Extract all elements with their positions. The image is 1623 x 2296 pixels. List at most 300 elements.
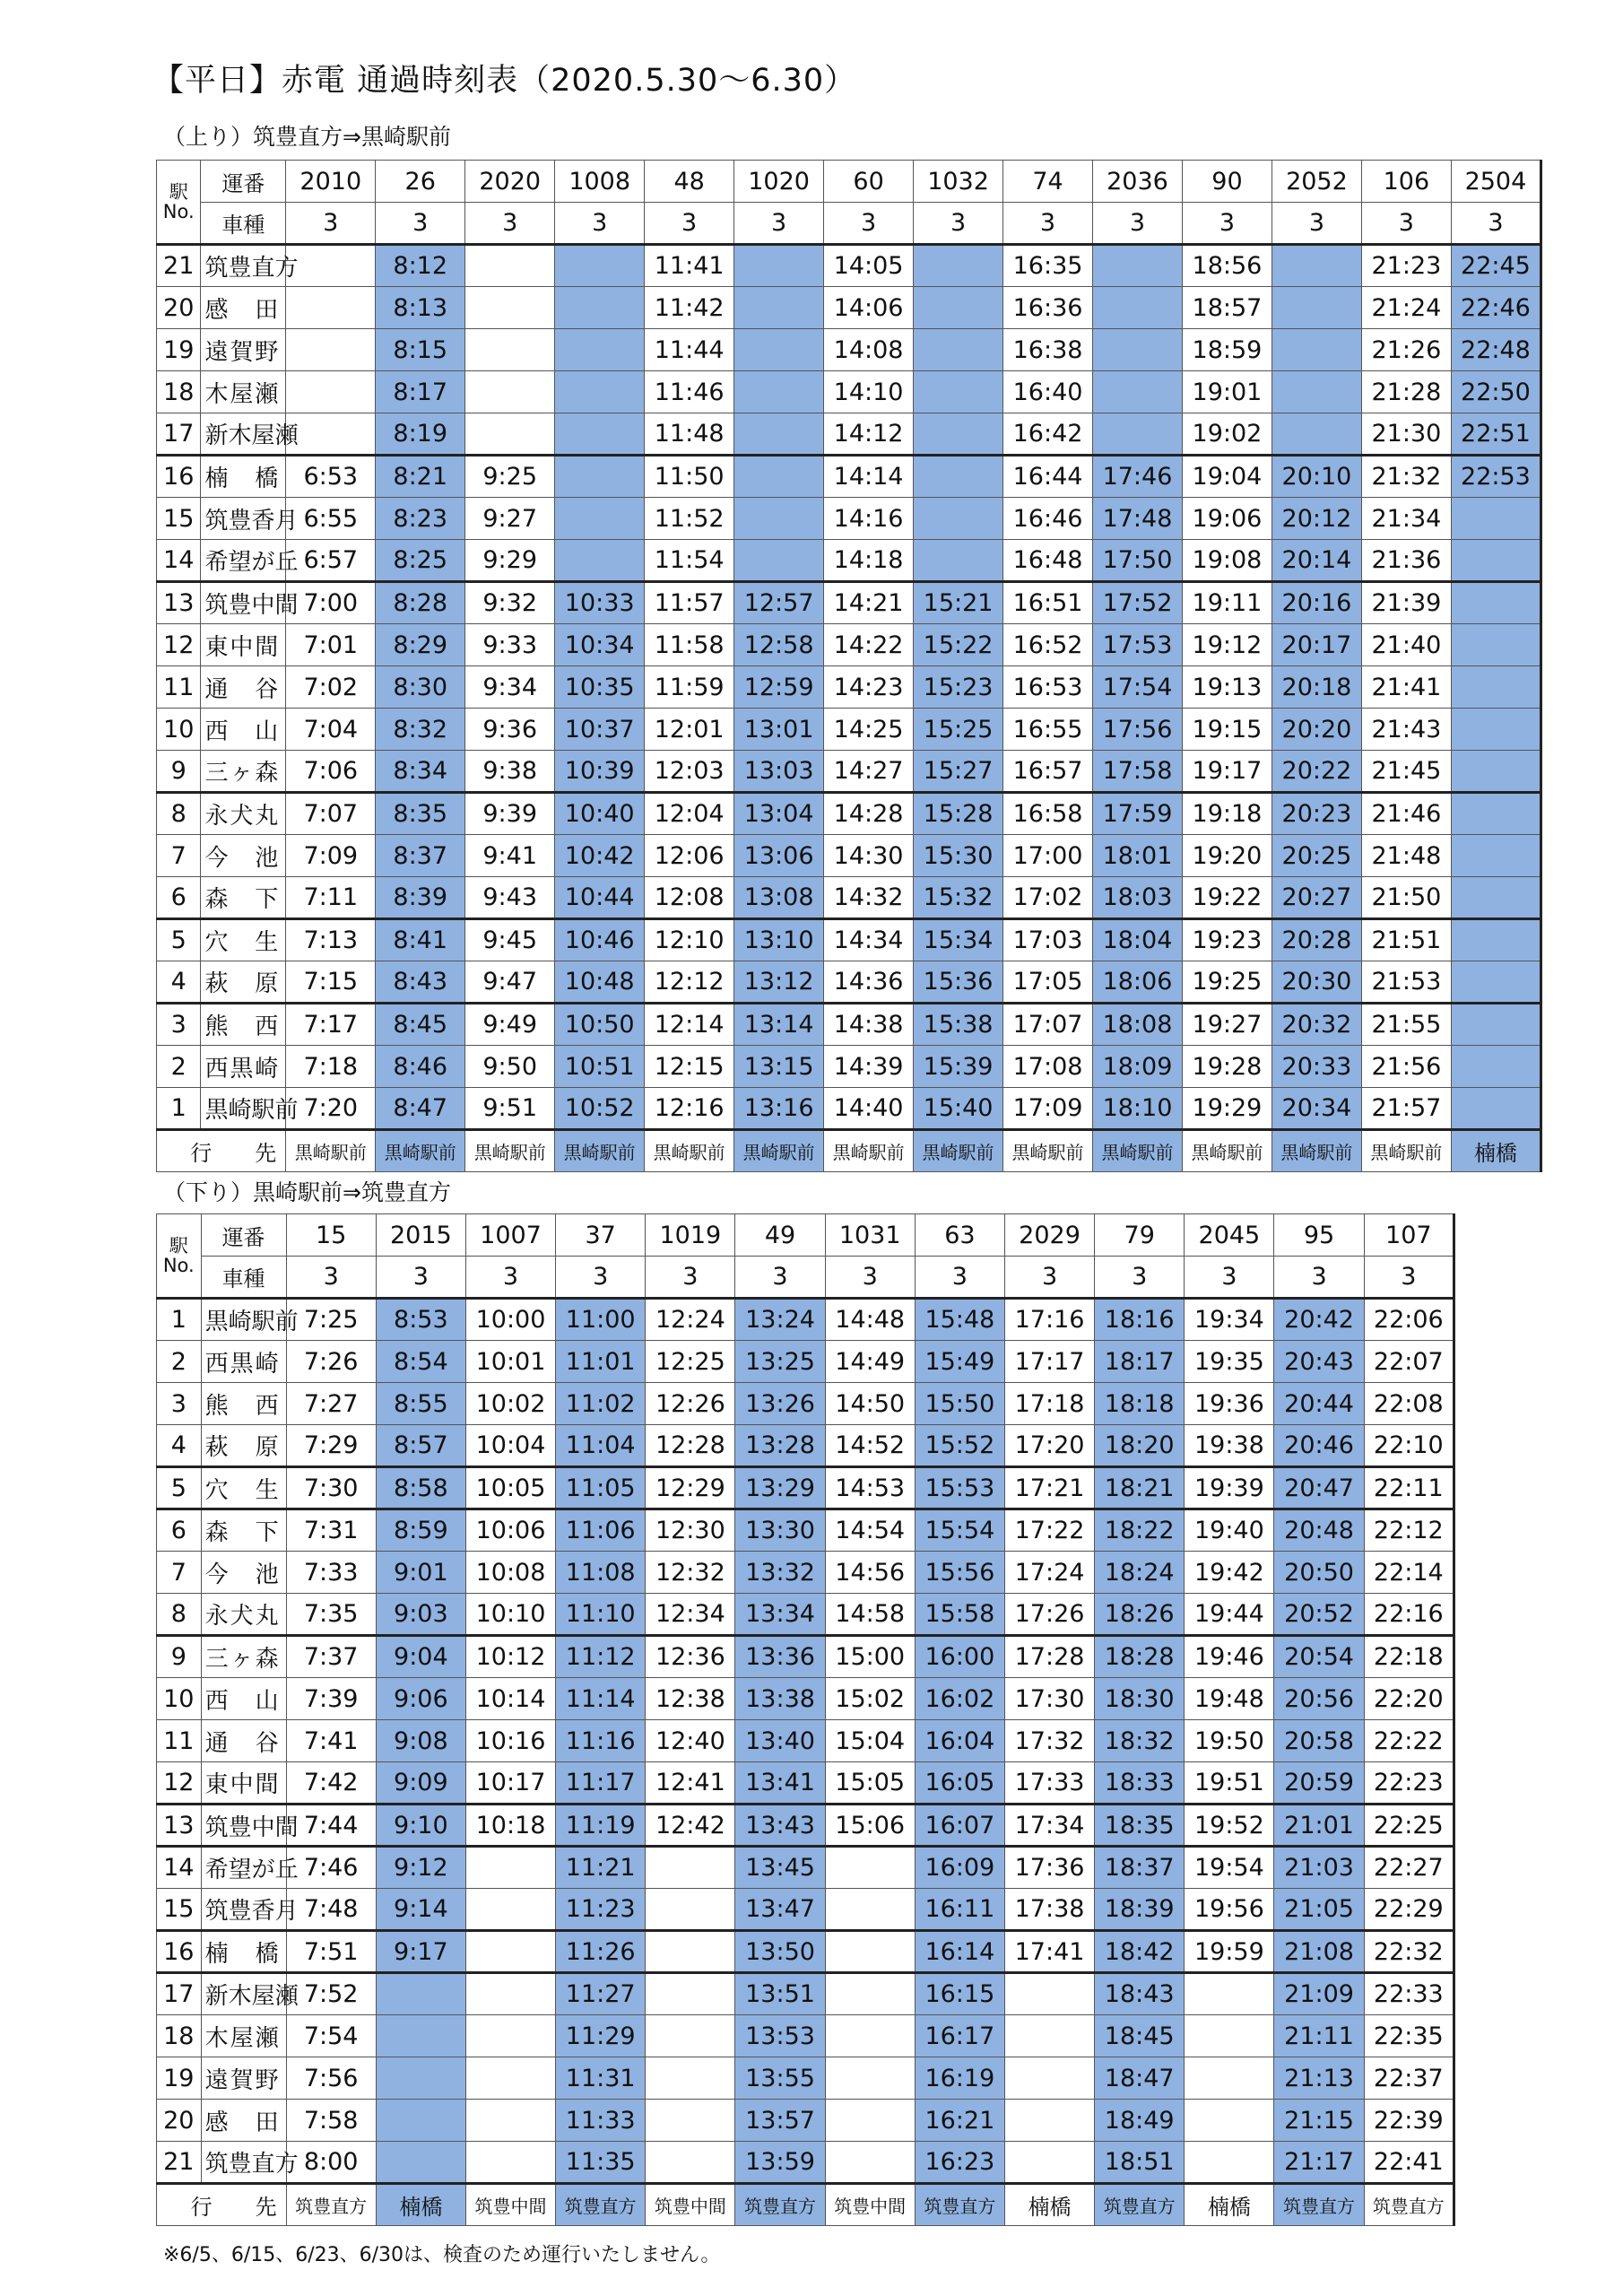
time-cell — [1451, 751, 1541, 793]
time-cell: 14:30 — [824, 835, 914, 877]
time-cell: 21:56 — [1361, 1046, 1451, 1088]
station-number: 5 — [157, 1467, 202, 1509]
time-cell: 7:46 — [286, 1847, 376, 1889]
time-cell: 20:58 — [1274, 1720, 1364, 1762]
vehicle-type: 3 — [1271, 203, 1361, 245]
station-name: 東中間 — [201, 1762, 286, 1805]
vehicle-type: 3 — [645, 203, 734, 245]
station-name: 通谷 — [201, 666, 286, 709]
time-cell: 20:47 — [1274, 1467, 1364, 1509]
station-name: 萩原 — [201, 961, 286, 1004]
time-cell: 17:03 — [1003, 919, 1093, 961]
time-cell: 13:55 — [735, 2057, 825, 2100]
time-cell: 18:09 — [1093, 1046, 1183, 1088]
time-cell: 13:34 — [735, 1594, 825, 1636]
station-row — [157, 413, 1541, 456]
station-header-line2: No. — [162, 201, 195, 222]
time-cell: 13:32 — [735, 1552, 825, 1594]
time-cell: 17:56 — [1093, 709, 1183, 751]
time-cell: 15:49 — [915, 1341, 1004, 1383]
time-cell: 21:30 — [1361, 413, 1451, 456]
footnote: ※6/5、6/15、6/23、6/30は、検査のため運行いたしません。 — [163, 2244, 721, 2266]
time-cell: 18:57 — [1182, 287, 1271, 329]
type-label: 車種 — [201, 203, 286, 245]
time-cell: 14:50 — [825, 1383, 915, 1425]
station-name: 穴生 — [201, 919, 286, 961]
station-name: 三ヶ森 — [201, 1636, 286, 1678]
time-cell: 18:51 — [1095, 2142, 1185, 2184]
time-cell: 9:51 — [465, 1088, 555, 1130]
time-cell: 16:51 — [1003, 582, 1093, 624]
time-cell: 14:28 — [824, 793, 914, 835]
time-cell: 9:33 — [465, 624, 555, 666]
time-cell: 11:08 — [556, 1552, 646, 1594]
time-cell: 17:59 — [1093, 793, 1183, 835]
time-cell: 7:00 — [286, 582, 376, 624]
time-cell: 22:07 — [1364, 1341, 1454, 1383]
time-cell: 11:42 — [645, 287, 734, 329]
vehicle-type: 3 — [465, 203, 555, 245]
time-cell — [1185, 2057, 1274, 2100]
time-cell — [555, 498, 645, 540]
time-cell: 11:01 — [556, 1341, 646, 1383]
station-row — [157, 1973, 1454, 2015]
station-row — [157, 245, 1541, 287]
time-cell: 7:15 — [286, 961, 376, 1004]
time-cell: 7:02 — [286, 666, 376, 709]
time-cell — [555, 245, 645, 287]
time-cell — [1004, 2100, 1094, 2142]
time-cell — [1185, 2142, 1274, 2184]
time-cell: 21:09 — [1274, 1973, 1364, 2015]
time-cell — [465, 2015, 555, 2057]
station-number: 6 — [157, 877, 201, 919]
time-cell: 19:29 — [1182, 1088, 1271, 1130]
time-cell: 19:35 — [1185, 1341, 1274, 1383]
time-cell: 21:39 — [1361, 582, 1451, 624]
time-cell: 18:04 — [1093, 919, 1183, 961]
station-name: 東中間 — [201, 624, 286, 666]
time-cell: 17:20 — [1004, 1425, 1094, 1467]
time-cell: 22:50 — [1451, 371, 1541, 413]
time-cell: 12:42 — [646, 1805, 735, 1847]
time-cell: 19:15 — [1182, 709, 1271, 751]
station-no-header — [157, 1214, 202, 1299]
time-cell: 20:12 — [1271, 498, 1361, 540]
time-cell: 10:17 — [465, 1762, 555, 1805]
time-cell: 7:37 — [286, 1636, 376, 1678]
station-number: 7 — [157, 835, 201, 877]
time-cell: 14:52 — [825, 1425, 915, 1467]
time-cell: 8:39 — [376, 877, 465, 919]
time-cell: 10:39 — [555, 751, 645, 793]
time-cell: 22:14 — [1364, 1552, 1454, 1594]
time-cell: 18:47 — [1095, 2057, 1185, 2100]
station-name: 永犬丸 — [201, 1594, 286, 1636]
time-cell — [734, 413, 824, 456]
time-cell — [1451, 498, 1541, 540]
time-cell: 17:24 — [1004, 1552, 1094, 1594]
time-cell: 16:40 — [1003, 371, 1093, 413]
time-cell: 13:29 — [735, 1467, 825, 1509]
time-cell — [1004, 2015, 1094, 2057]
time-cell: 22:51 — [1451, 413, 1541, 456]
time-cell: 17:32 — [1004, 1720, 1094, 1762]
time-cell: 7:13 — [286, 919, 376, 961]
time-cell: 20:14 — [1271, 540, 1361, 582]
station-name: 萩原 — [201, 1425, 286, 1467]
time-cell: 13:12 — [734, 961, 824, 1004]
time-cell: 13:03 — [734, 751, 824, 793]
time-cell: 11:57 — [645, 582, 734, 624]
station-name: 永犬丸 — [201, 793, 286, 835]
station-number: 10 — [157, 1678, 202, 1720]
time-cell: 19:12 — [1182, 624, 1271, 666]
run-label: 運番 — [201, 161, 286, 203]
time-cell: 15:39 — [914, 1046, 1003, 1088]
time-cell: 7:39 — [286, 1678, 376, 1720]
vehicle-type: 3 — [1364, 1257, 1454, 1299]
time-cell: 15:02 — [825, 1678, 915, 1720]
time-cell: 10:05 — [465, 1467, 555, 1509]
time-cell: 20:43 — [1274, 1341, 1364, 1383]
time-cell: 20:23 — [1271, 793, 1361, 835]
station-number: 8 — [157, 1594, 202, 1636]
time-cell: 12:24 — [646, 1299, 735, 1341]
time-cell: 7:44 — [286, 1805, 376, 1847]
run-label: 運番 — [201, 1214, 286, 1257]
destination: 黒崎駅前 — [465, 1130, 555, 1172]
down-caption: （下り）黒崎駅前⇒筑豊直方 — [163, 1179, 451, 1205]
station-name: 今池 — [201, 835, 286, 877]
station-row — [157, 1720, 1454, 1762]
time-cell: 9:29 — [465, 540, 555, 582]
vehicle-type: 3 — [555, 203, 645, 245]
station-row — [157, 456, 1541, 498]
run-number: 2052 — [1271, 161, 1361, 203]
station-number: 13 — [157, 1805, 202, 1847]
time-cell: 21:13 — [1274, 2057, 1364, 2100]
time-cell — [1451, 877, 1541, 919]
time-cell: 22:25 — [1364, 1805, 1454, 1847]
time-cell — [465, 1889, 555, 1931]
time-cell: 16:17 — [915, 2015, 1004, 2057]
run-number: 48 — [645, 161, 734, 203]
station-row — [157, 1341, 1454, 1383]
time-cell: 10:01 — [465, 1341, 555, 1383]
time-cell: 16:07 — [915, 1805, 1004, 1847]
time-cell: 18:01 — [1093, 835, 1183, 877]
time-cell: 15:56 — [915, 1552, 1004, 1594]
time-cell: 18:24 — [1095, 1552, 1185, 1594]
time-cell: 9:50 — [465, 1046, 555, 1088]
destination: 黒崎駅前 — [1182, 1130, 1271, 1172]
time-cell: 15:32 — [914, 877, 1003, 919]
station-number: 18 — [157, 371, 201, 413]
time-cell: 9:36 — [465, 709, 555, 751]
time-cell: 8:54 — [376, 1341, 465, 1383]
station-name: 西黒崎 — [201, 1341, 286, 1383]
time-cell — [465, 2057, 555, 2100]
time-cell — [825, 2015, 915, 2057]
time-cell: 11:06 — [556, 1509, 646, 1552]
time-cell: 20:22 — [1271, 751, 1361, 793]
time-cell: 21:45 — [1361, 751, 1451, 793]
time-cell — [465, 2100, 555, 2142]
station-number: 16 — [157, 456, 201, 498]
time-cell: 17:30 — [1004, 1678, 1094, 1720]
time-cell — [914, 456, 1003, 498]
station-row — [157, 1847, 1454, 1889]
station-number: 15 — [157, 498, 201, 540]
time-cell: 22:41 — [1364, 2142, 1454, 2184]
time-cell: 14:21 — [824, 582, 914, 624]
time-cell: 16:04 — [915, 1720, 1004, 1762]
time-cell — [734, 456, 824, 498]
time-cell: 8:43 — [376, 961, 465, 1004]
time-cell: 8:17 — [376, 371, 465, 413]
time-cell: 21:28 — [1361, 371, 1451, 413]
station-row — [157, 1467, 1454, 1509]
time-cell: 15:25 — [914, 709, 1003, 751]
run-number: 1031 — [825, 1214, 915, 1257]
time-cell: 14:25 — [824, 709, 914, 751]
station-name: 通谷 — [201, 1720, 286, 1762]
time-cell: 16:44 — [1003, 456, 1093, 498]
destination-label: 行 先 — [157, 1130, 286, 1172]
time-cell — [1185, 1973, 1274, 2015]
time-cell: 12:32 — [646, 1552, 735, 1594]
time-cell: 19:25 — [1182, 961, 1271, 1004]
time-cell: 19:04 — [1182, 456, 1271, 498]
time-cell: 7:35 — [286, 1594, 376, 1636]
time-cell: 13:06 — [734, 835, 824, 877]
time-cell: 18:20 — [1095, 1425, 1185, 1467]
time-cell: 9:25 — [465, 456, 555, 498]
time-cell: 8:32 — [376, 709, 465, 751]
time-cell: 14:56 — [825, 1552, 915, 1594]
time-cell: 12:01 — [645, 709, 734, 751]
time-cell — [914, 498, 1003, 540]
destination: 筑豊中間 — [646, 2184, 735, 2226]
run-number: 1020 — [734, 161, 824, 203]
time-cell — [1093, 371, 1183, 413]
station-row — [157, 1636, 1454, 1678]
time-cell: 13:01 — [734, 709, 824, 751]
vehicle-type: 3 — [376, 203, 465, 245]
station-number: 17 — [157, 1973, 202, 2015]
time-cell: 22:33 — [1364, 1973, 1454, 2015]
time-cell: 12:41 — [646, 1762, 735, 1805]
time-cell: 21:51 — [1361, 919, 1451, 961]
time-cell: 8:55 — [376, 1383, 465, 1425]
time-cell — [286, 329, 376, 371]
time-cell: 11:54 — [645, 540, 734, 582]
time-cell: 15:27 — [914, 751, 1003, 793]
time-cell: 15:04 — [825, 1720, 915, 1762]
destination: 筑豊直方 — [1364, 2184, 1454, 2226]
time-cell — [376, 2142, 465, 2184]
time-cell: 10:42 — [555, 835, 645, 877]
time-cell: 19:34 — [1185, 1299, 1274, 1341]
time-cell: 10:37 — [555, 709, 645, 751]
time-cell: 19:28 — [1182, 1046, 1271, 1088]
time-cell: 19:39 — [1185, 1467, 1274, 1509]
time-cell: 18:42 — [1095, 1931, 1185, 1973]
time-cell: 9:04 — [376, 1636, 465, 1678]
time-cell: 18:43 — [1095, 1973, 1185, 2015]
station-row — [157, 1088, 1541, 1130]
time-cell — [646, 2100, 735, 2142]
time-cell — [1451, 835, 1541, 877]
station-number: 17 — [157, 413, 201, 456]
time-cell — [286, 371, 376, 413]
time-cell: 16:35 — [1003, 245, 1093, 287]
time-cell — [555, 456, 645, 498]
time-cell: 14:48 — [825, 1299, 915, 1341]
time-cell — [734, 245, 824, 287]
time-cell: 22:53 — [1451, 456, 1541, 498]
time-cell: 19:36 — [1185, 1383, 1274, 1425]
time-cell: 21:34 — [1361, 498, 1451, 540]
station-name: 穴生 — [201, 1467, 286, 1509]
time-cell — [646, 2015, 735, 2057]
vehicle-type: 3 — [286, 1257, 376, 1299]
time-cell: 11:04 — [556, 1425, 646, 1467]
time-cell: 11:10 — [556, 1594, 646, 1636]
time-cell — [734, 371, 824, 413]
time-cell: 10:02 — [465, 1383, 555, 1425]
time-cell: 12:28 — [646, 1425, 735, 1467]
time-cell: 21:55 — [1361, 1004, 1451, 1046]
time-cell: 13:30 — [735, 1509, 825, 1552]
station-number: 4 — [157, 961, 201, 1004]
time-cell: 9:32 — [465, 582, 555, 624]
time-cell: 20:25 — [1271, 835, 1361, 877]
time-cell: 14:05 — [824, 245, 914, 287]
destination: 筑豊直方 — [556, 2184, 646, 2226]
time-cell: 10:33 — [555, 582, 645, 624]
time-cell: 8:23 — [376, 498, 465, 540]
time-cell: 13:59 — [735, 2142, 825, 2184]
run-number: 107 — [1364, 1214, 1454, 1257]
time-cell: 21:26 — [1361, 329, 1451, 371]
time-cell: 21:36 — [1361, 540, 1451, 582]
vehicle-type: 3 — [1095, 1257, 1185, 1299]
time-cell: 22:37 — [1364, 2057, 1454, 2100]
station-number: 14 — [157, 540, 201, 582]
time-cell: 14:49 — [825, 1341, 915, 1383]
time-cell: 8:53 — [376, 1299, 465, 1341]
destination: 楠橋 — [1185, 2184, 1274, 2226]
time-cell: 7:56 — [286, 2057, 376, 2100]
station-row — [157, 961, 1541, 1004]
time-cell: 22:45 — [1451, 245, 1541, 287]
time-cell: 10:18 — [465, 1805, 555, 1847]
time-cell — [1451, 582, 1541, 624]
time-cell: 18:10 — [1093, 1088, 1183, 1130]
time-cell: 6:55 — [286, 498, 376, 540]
station-header-line2: No. — [162, 1255, 195, 1276]
time-cell: 15:52 — [915, 1425, 1004, 1467]
time-cell: 7:31 — [286, 1509, 376, 1552]
time-cell: 10:14 — [465, 1678, 555, 1720]
station-name: 黒崎駅前 — [201, 1088, 286, 1130]
time-cell: 19:48 — [1185, 1678, 1274, 1720]
vehicle-type: 3 — [1451, 203, 1541, 245]
time-cell: 14:32 — [824, 877, 914, 919]
station-name: 感田 — [201, 2100, 286, 2142]
time-cell: 16:53 — [1003, 666, 1093, 709]
time-cell — [465, 2142, 555, 2184]
run-number: 95 — [1274, 1214, 1364, 1257]
page-title: 【平日】赤電 通過時刻表（2020.5.30〜6.30） — [152, 63, 857, 99]
time-cell: 11:46 — [645, 371, 734, 413]
time-cell: 6:57 — [286, 540, 376, 582]
station-row — [157, 1762, 1454, 1805]
time-cell: 20:10 — [1271, 456, 1361, 498]
time-cell — [555, 329, 645, 371]
station-row — [157, 1509, 1454, 1552]
station-number: 2 — [157, 1341, 202, 1383]
time-cell: 20:16 — [1271, 582, 1361, 624]
time-cell: 21:43 — [1361, 709, 1451, 751]
time-cell: 21:50 — [1361, 877, 1451, 919]
down-timetable — [156, 1213, 1455, 2226]
time-cell: 18:26 — [1095, 1594, 1185, 1636]
time-cell: 8:28 — [376, 582, 465, 624]
time-cell: 11:31 — [556, 2057, 646, 2100]
time-cell: 15:21 — [914, 582, 1003, 624]
time-cell: 14:06 — [824, 287, 914, 329]
station-name: 新木屋瀬 — [201, 1973, 286, 2015]
up-caption: （上り）筑豊直方⇒黒崎駅前 — [163, 124, 451, 150]
time-cell: 7:26 — [286, 1341, 376, 1383]
time-cell: 7:01 — [286, 624, 376, 666]
time-cell: 15:05 — [825, 1762, 915, 1805]
time-cell: 16:19 — [915, 2057, 1004, 2100]
station-row — [157, 793, 1541, 835]
time-cell: 21:17 — [1274, 2142, 1364, 2184]
time-cell: 16:46 — [1003, 498, 1093, 540]
time-cell: 21:24 — [1361, 287, 1451, 329]
type-row — [157, 1257, 1454, 1299]
time-cell: 18:17 — [1095, 1341, 1185, 1383]
time-cell: 14:58 — [825, 1594, 915, 1636]
time-cell: 8:46 — [376, 1046, 465, 1088]
time-cell: 22:18 — [1364, 1636, 1454, 1678]
time-cell: 15:30 — [914, 835, 1003, 877]
station-name: 木屋瀬 — [201, 371, 286, 413]
station-number: 1 — [157, 1299, 202, 1341]
time-cell: 10:40 — [555, 793, 645, 835]
time-cell: 17:38 — [1004, 1889, 1094, 1931]
station-name: 遠賀野 — [201, 329, 286, 371]
destination: 筑豊直方 — [286, 2184, 376, 2226]
time-cell: 17:33 — [1004, 1762, 1094, 1805]
run-number: 2020 — [465, 161, 555, 203]
station-header-line1: 駅 — [169, 181, 188, 203]
time-cell: 9:17 — [376, 1931, 465, 1973]
time-cell: 8:29 — [376, 624, 465, 666]
time-cell: 8:25 — [376, 540, 465, 582]
station-number: 3 — [157, 1004, 201, 1046]
time-cell: 20:56 — [1274, 1678, 1364, 1720]
time-cell: 10:35 — [555, 666, 645, 709]
time-cell: 19:40 — [1185, 1509, 1274, 1552]
time-cell: 18:28 — [1095, 1636, 1185, 1678]
time-cell: 17:52 — [1093, 582, 1183, 624]
